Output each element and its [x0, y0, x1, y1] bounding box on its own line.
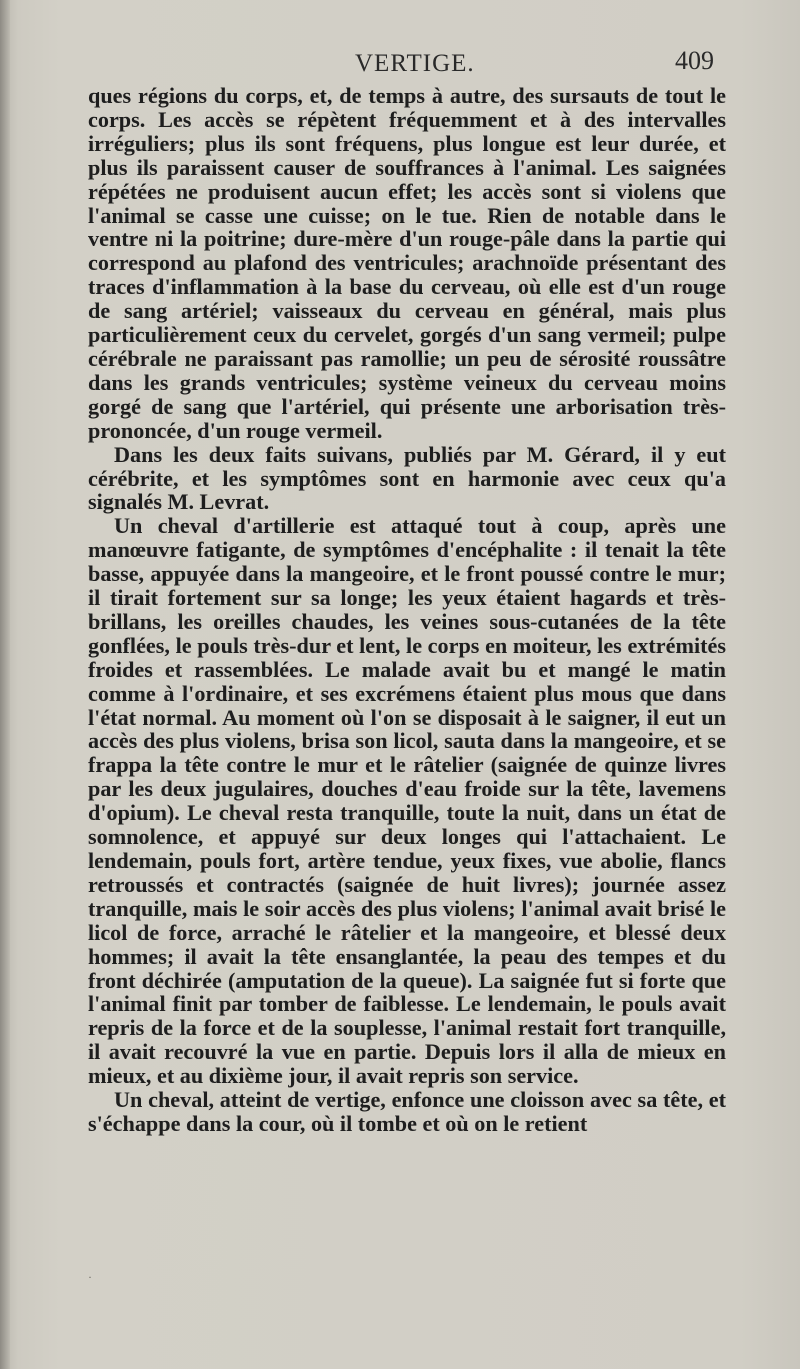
- body-text: [88, 84, 726, 1136]
- running-head: VERTIGE.: [355, 50, 475, 77]
- paragraph-2: Dans les deux faits suivans, publiés par M. Gérard, il y eut cérébrite, et les symptômes sont en harmonie avec ceux qu'a signalés M. Levrat.: [88, 441, 726, 515]
- paragraph-4: Un cheval, atteint de vertige, enfonce une cloisson avec sa tête, et s'échappe dans la cour, où il tombe et où on le retient: [88, 1087, 726, 1136]
- paper-speck: ·: [88, 1270, 92, 1284]
- paragraph-3: Un cheval d'artillerie est attaqué tout à coup, après une manœuvre fatigante, de symptômes d'encéphalite : il tenait la tête basse, appuyée dans la mangeoire, et le front poussé contre le mur; il tirait fortement sur sa longe; les yeux étaient hagards et très-brillans, les oreilles chaudes, les veines sous-cutanées de la tête gonflées, le pouls très-dur et lent, le corps en moiteur, les extrémités froides et rassemblées. Le malade avait bu et mangé le matin comme à l'ordinaire, et ses excrémens étaient plus mous que dans l'état normal. Au moment où l'on se disposait à le saigner, il eut un accès des plus violens, brisa son licol, sauta dans la mangeoire, et se frappa la tête contre le mur et le râtelier (saignée de quinze livres par les deux jugulaires, douches d'eau froide sur la tête, lavemens d'opium). Le cheval resta tranquille, toute la nuit, dans un état de somnolence, et appuyé sur deux longes qui l'attachaient. Le lendemain, pouls fort, artère tendue, yeux fixes, vue abolie, flancs retroussés et contractés (saignée de huit livres); journée assez tranquille, mais le soir accès des plus violens; l'animal avait brisé le licol de force, arraché le râtelier et la mangeoire, et blessé deux hommes; il avait la tête ensanglantée, la peau des tempes et du front déchirée (amputation de la queue). La saignée fut si forte que l'animal finit par tomber de faiblesse. Le lendemain, le pouls avait repris de la force et de la souplesse, l'animal restait fort tranquille, il avait recouvré la vue en partie. Depuis lors il alla de mieux en mieux, et au dixième jour, il avait repris son service.: [88, 513, 726, 1089]
- binding-shadow: [0, 0, 10, 1369]
- page-number: 409: [675, 46, 714, 75]
- paragraph-1: ques régions du corps, et, de temps à autre, des sursauts de tout le corps. Les accès se répètent fréquemment et à des intervalles irréguliers; plus ils sont fréquens, plus longue est leur durée, et plus ils paraissent causer de souffrances à l'animal. Les saignées répétées ne produisent aucun effet; les accès sont si violens que l'animal se casse une cuisse; on le tue. Rien de notable dans le ventre ni la poitrine; dure-mère d'un rouge-pâle dans la partie qui correspond au plafond des ventricules; arachnoïde présentant des traces d'inflammation à la base du cerveau, où elle est d'un rouge de sang artériel; vaisseaux du cerveau en général, mais plus particulièrement ceux du cervelet, gorgés d'un sang vermeil; pulpe cérébrale ne paraissant pas ramollie; un peu de sérosité roussâtre dans les grands ventricules; système veineux du cerveau moins gorgé de sang que l'artériel, qui présente une arborisation très-prononcée, d'un rouge vermeil.: [88, 83, 726, 443]
- page-header: [88, 46, 714, 82]
